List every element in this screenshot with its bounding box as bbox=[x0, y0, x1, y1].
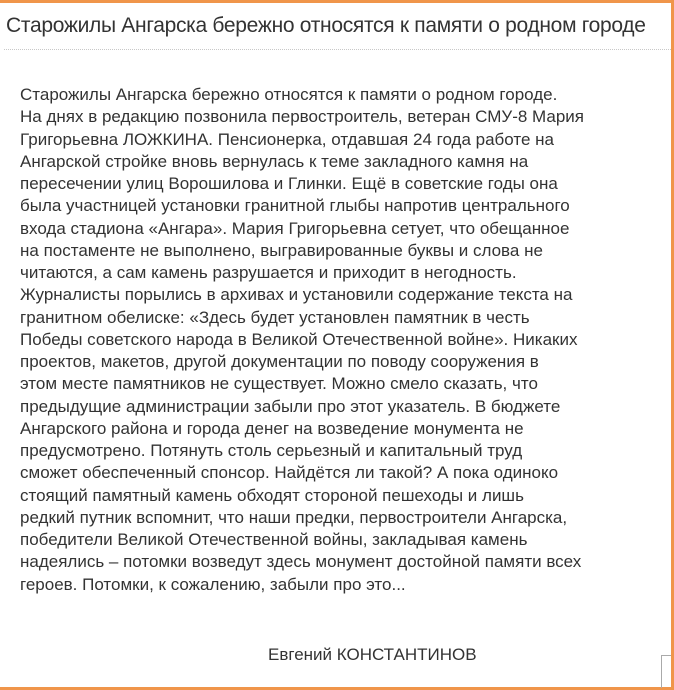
body-line: этом месте памятников не существует. Можно смело сказать, что bbox=[20, 374, 538, 394]
title-divider bbox=[4, 49, 671, 50]
body-line: сможет обеспеченный спонсор. Найдётся ли такой? А пока одиноко bbox=[20, 463, 559, 483]
scrollbar[interactable] bbox=[661, 655, 671, 688]
body-line: на постаменте не выполнено, выгравированные буквы и слова не bbox=[20, 240, 543, 260]
body-line: проектов, макетов, другой документации по поводу сооружения в bbox=[20, 352, 539, 371]
body-line: читаются, а сам камень разрушается и приходит в негодность. bbox=[20, 263, 517, 282]
body-line: входа стадиона «Ангара». Мария Григорьевна сетует, что обещанное bbox=[20, 218, 570, 238]
body-line: Журналисты порылись в архивах и установили содержание текста на bbox=[20, 285, 573, 305]
author-signature: Евгений КОНСТАНТИНОВ bbox=[268, 645, 477, 664]
article-title: Старожилы Ангарска бережно относятся к памяти о родном городе bbox=[6, 14, 646, 37]
body-line: Ангарского района и города денег на возведение монумента не bbox=[20, 418, 524, 438]
body-line: пересечении улиц Ворошилова и Глинки. Ещё в советские годы она bbox=[20, 174, 558, 193]
body-line: победители Великой Отечественной войны, закладывая камень bbox=[20, 530, 528, 549]
body-line: надеялись – потомки возведут здесь монумент достойной памяти всех bbox=[20, 552, 582, 572]
body-line: Старожилы Ангарска бережно относятся к памяти о родном городе. bbox=[20, 85, 558, 104]
article-body bbox=[20, 84, 584, 596]
body-line: Ангарской стройке вновь вернулась к теме закладного камня на bbox=[20, 151, 529, 171]
body-line: предусмотрено. Потянуть столь серьезный и капитальный труд bbox=[20, 441, 523, 460]
body-line: Победы советского народа в Великой Отечественной войне». Никаких bbox=[20, 329, 578, 349]
body-line: предыдущие администрации забыли про этот указатель. В бюджете bbox=[20, 396, 561, 416]
body-line: На днях в редакцию позвонила первостроитель, ветеран СМУ-8 Мария bbox=[20, 107, 584, 127]
body-line: была участницей установки гранитной глыбы напротив центрального bbox=[20, 196, 570, 216]
body-line: Григорьевна ЛОЖКИНА. Пенсионерка, отдавшая 24 года работе на bbox=[20, 129, 554, 149]
body-line: гранитном обелиске: «Здесь будет установлен памятник в честь bbox=[20, 307, 530, 327]
body-line: героев. Потомки, к сожалению, забыли про это... bbox=[20, 574, 406, 594]
body-line: редкий путник вспомнит, что наши предки, первостроители Ангарска, bbox=[20, 507, 568, 527]
body-line: стоящий памятный камень обходят стороной пешеходы и лишь bbox=[20, 485, 524, 505]
